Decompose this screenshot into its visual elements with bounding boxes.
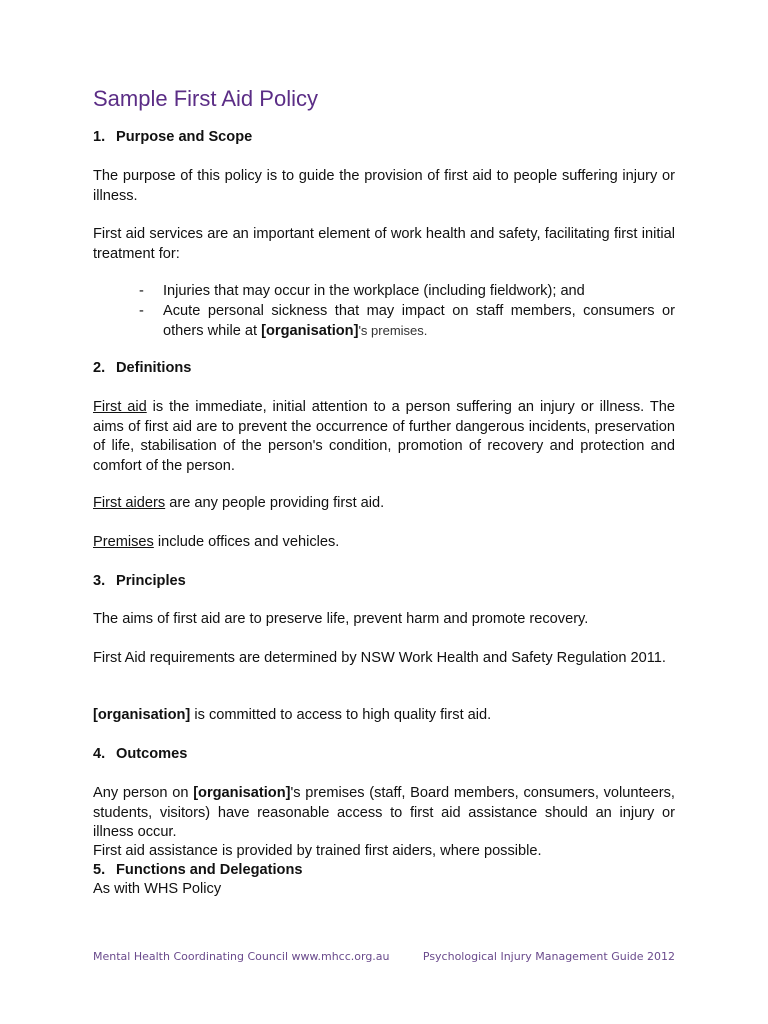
section-number: 3. <box>93 573 106 589</box>
section-number: 2. <box>93 360 106 376</box>
paragraph-services: First aid services are an important element of work health and safety, facilitating first initial treatment for: <box>93 226 675 262</box>
definition-first-aiders <box>93 494 675 514</box>
paragraph-commitment <box>93 706 675 726</box>
definition-text: include offices and vehicles. <box>153 534 340 550</box>
definition-term: First aid <box>93 399 147 415</box>
definition-premises <box>93 533 675 553</box>
bullet-dash: - <box>139 302 144 319</box>
paragraph-access <box>93 784 675 843</box>
definition-term: Premises <box>93 534 154 550</box>
bullet-text: Injuries that may occur in the workplace (including fieldwork); and <box>163 283 585 299</box>
organisation-placeholder: [organisation] <box>93 707 191 723</box>
list-item <box>139 302 675 342</box>
section-title: Functions and Delegations <box>116 862 303 878</box>
footer-left: Mental Health Coordinating Council www.mhcc.org.au <box>93 950 390 963</box>
paragraph-text: Any person on <box>93 785 194 801</box>
bullet-text <box>163 302 675 342</box>
definition-text: are any people providing first aid. <box>165 495 385 511</box>
bullet-list <box>139 282 675 342</box>
footer-right: Psychological Injury Management Guide 2012 <box>422 950 675 963</box>
section-title: Principles <box>116 573 186 589</box>
section-title: Outcomes <box>116 746 188 762</box>
paragraph-whs: As with WHS Policy <box>93 881 222 897</box>
section-title: Definitions <box>116 360 192 376</box>
section-heading-definitions <box>93 359 675 379</box>
paragraph-text: 's premises (staff, Board members, consumers, volunteers, students, visitors) have reasonable access to first aid assistance should an injury or illness occur. <box>93 785 675 840</box>
definition-first-aid <box>93 398 675 476</box>
document-page <box>93 0 675 1024</box>
bullet-dash: - <box>139 283 144 299</box>
paragraph-text: is committed to access to high quality first aid. <box>190 707 492 723</box>
section-heading-functions <box>93 861 675 881</box>
section-number: 1. <box>93 129 106 145</box>
section-heading-principles <box>93 572 675 592</box>
paragraph-aims: The aims of first aid are to preserve life, prevent harm and promote recovery. <box>93 611 589 627</box>
organisation-placeholder: [organisation] <box>261 323 359 339</box>
definition-term: First aiders <box>93 495 166 511</box>
bullet-text-main: Acute personal sickness that may impact on staff members, consumers or others while at <box>163 302 675 339</box>
page-title: Sample First Aid Policy <box>93 86 318 111</box>
paragraph-purpose: The purpose of this policy is to guide the provision of first aid to people suffering injury or illness. <box>93 168 675 204</box>
list-item <box>139 282 675 302</box>
paragraph-requirements: First Aid requirements are determined by NSW Work Health and Safety Regulation 2011. <box>93 650 666 666</box>
section-number: 4. <box>93 746 106 762</box>
bullet-tail: 's premises. <box>358 323 428 338</box>
page-footer <box>93 950 675 963</box>
definition-text: is the immediate, initial attention to a person suffering an injury or illness. The aims of first aid are to prevent the occurrence of further dangerous incidents, preservation of life, stabilisation of the person's condition, promotion of recovery and protection and comfort of the person. <box>93 399 675 474</box>
section-title: Purpose and Scope <box>116 129 253 145</box>
paragraph-trained-aiders: First aid assistance is provided by trained first aiders, where possible. <box>93 843 542 859</box>
section-heading-outcomes <box>93 745 675 765</box>
organisation-placeholder: [organisation] <box>193 785 291 801</box>
section-heading-purpose <box>93 128 675 148</box>
section-number: 5. <box>93 862 106 878</box>
